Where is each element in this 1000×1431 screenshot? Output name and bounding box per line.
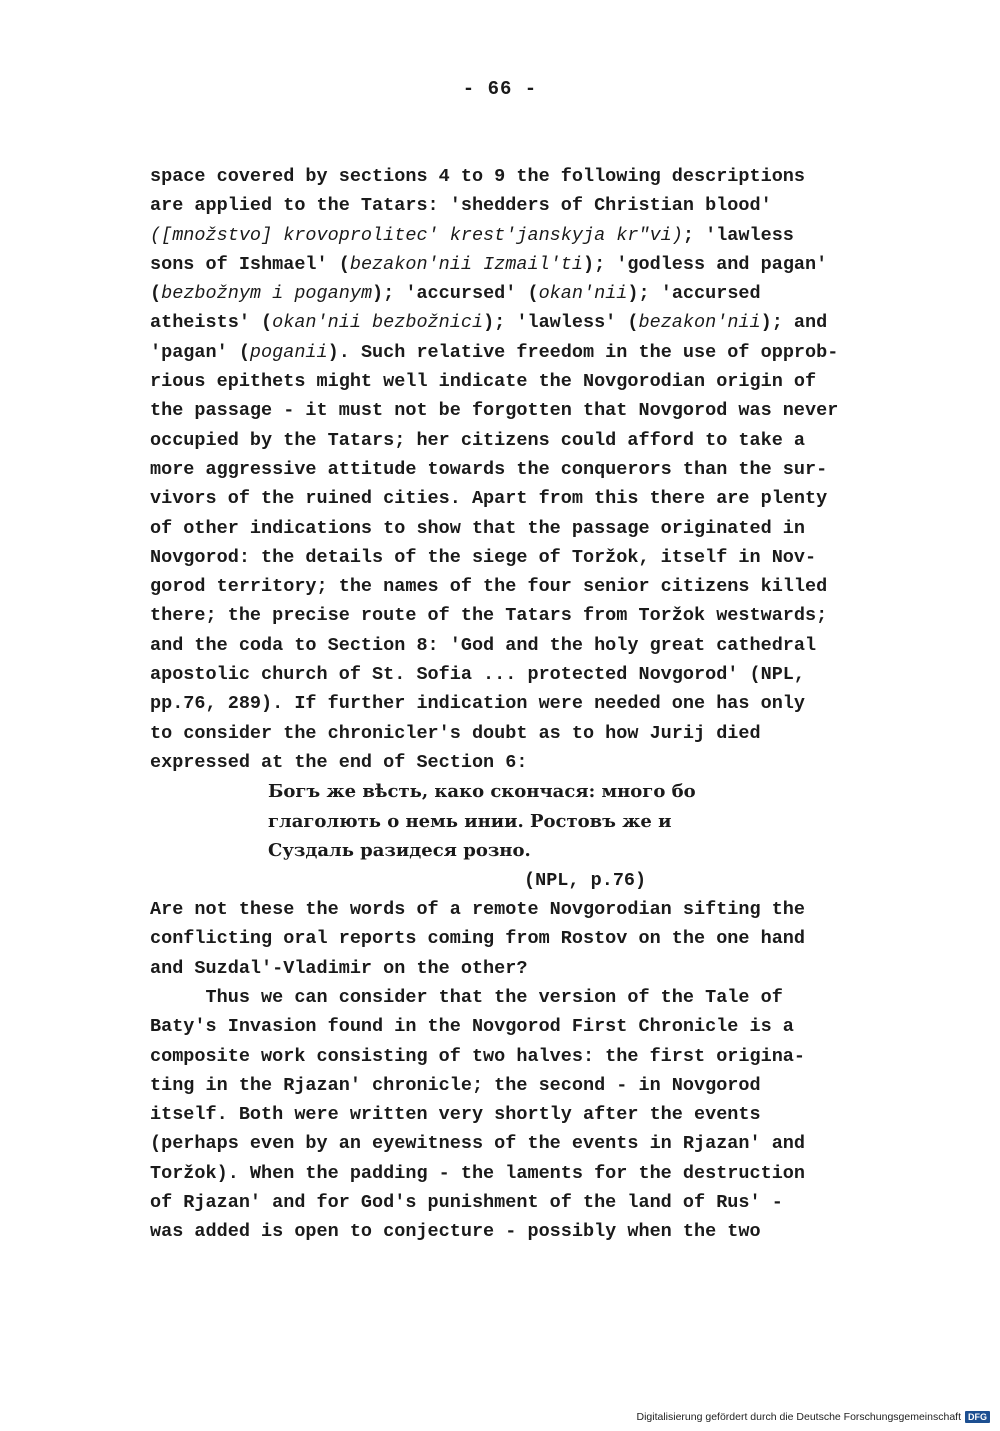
body-text xyxy=(150,162,890,1247)
text-line: vivors of the ruined cities. Apart from this there are plenty xyxy=(150,488,828,510)
text-line: apostolic church of St. Sofia ... protected Novgorod' (NPL, xyxy=(150,664,806,686)
text-line: there; the precise route of the Tatars from Toržok westwards; xyxy=(150,605,828,627)
cyrillic-quote xyxy=(150,777,890,866)
paragraph-1 xyxy=(150,162,890,777)
text-line: space covered by sections 4 to 9 the following descriptions xyxy=(150,166,806,187)
text-line: to consider the chronicler's doubt as to how Jurij died xyxy=(150,722,761,744)
text-line: of other indications to show that the passage originated in xyxy=(150,517,806,539)
footer xyxy=(636,1411,990,1423)
footer-text: Digitalisierung gefördert durch die Deutsche Forschungsgemeinschaft xyxy=(636,1411,961,1423)
text-segment: ); and xyxy=(760,312,828,334)
paragraph-2 xyxy=(150,895,890,983)
text-line: itself. Both were written very shortly after the events xyxy=(150,1104,761,1126)
text-line: (perhaps even by an eyewitness of the events in Rjazan' and xyxy=(150,1133,806,1155)
text-line: was added is open to conjecture - possibly when the two xyxy=(150,1221,761,1243)
text-segment: atheists' ( xyxy=(150,312,273,334)
transliteration: okan'nii xyxy=(538,283,628,305)
text-line: Toržok). When the padding - the laments for the destruction xyxy=(150,1162,806,1184)
text-line: and the coda to Section 8: 'God and the holy great cathedral xyxy=(150,634,817,656)
text-line: composite work consisting of two halves: the first origina- xyxy=(150,1045,806,1067)
text-line: pp.76, 289). If further indication were needed one has only xyxy=(150,693,806,715)
transliteration: bezakon'nii xyxy=(638,312,761,334)
transliteration: poganii xyxy=(249,341,328,363)
transliteration: bezbožnym i poganym xyxy=(161,283,373,305)
text-segment: 'pagan' ( xyxy=(150,341,250,363)
text-line: Thus we can consider that the version of the Tale of xyxy=(150,986,783,1008)
text-line: conflicting oral reports coming from Rostov on the one hand xyxy=(150,928,806,950)
text-segment: ); 'accursed xyxy=(627,283,761,305)
text-line: Novgorod: the details of the siege of Toržok, itself in Nov- xyxy=(150,546,817,568)
text-line xyxy=(150,221,890,250)
transliteration: bezakon'nii Izmail'ti xyxy=(349,253,583,275)
text-line: more aggressive attitude towards the conquerors than the sur- xyxy=(150,458,828,480)
text-segment: ); 'lawless' ( xyxy=(483,312,639,334)
text-line: are applied to the Tatars: 'shedders of Christian blood' xyxy=(150,195,772,217)
text-line: глаголють о немь инии. Ростовъ же и xyxy=(268,810,672,832)
text-line: Baty's Invasion found in the Novgorod First Chronicle is a xyxy=(150,1016,794,1038)
text-line xyxy=(150,279,890,308)
text-line: of Rjazan' and for God's punishment of the land of Rus' - xyxy=(150,1192,783,1213)
text-line: rious epithets might well indicate the Novgorodian origin of xyxy=(150,371,817,393)
quote-reference: (NPL, p.76) xyxy=(524,869,647,891)
text-line: ting in the Rjazan' chronicle; the second - in Novgorod xyxy=(150,1074,761,1096)
text-line xyxy=(150,308,890,337)
text-line xyxy=(150,250,890,279)
text-line: Are not these the words of a remote Novgorodian sifting the xyxy=(150,899,806,921)
text-line: Суздаль разидеся розно. xyxy=(268,840,531,862)
transliteration: okan'nii bezbožnici xyxy=(272,312,484,334)
paragraph-3 xyxy=(150,983,890,1247)
text-segment: ; 'lawless xyxy=(682,224,794,246)
text-segment: sons of Ishmael' ( xyxy=(150,253,350,275)
transliteration: ([množstvo] krovoprolitec' krest'janskyja kr"vi) xyxy=(150,224,683,246)
text-line: Богъ же вѣсть, како скончася: много бо xyxy=(268,781,696,803)
dfg-logo: DFG xyxy=(965,1411,990,1423)
text-segment: ). Such relative freedom in the use of opprob- xyxy=(327,341,839,363)
text-line: occupied by the Tatars; her citizens could afford to take a xyxy=(150,429,806,451)
text-segment: ); 'godless and pagan' xyxy=(582,253,828,275)
text-line xyxy=(150,338,890,367)
text-line: expressed at the end of Section 6: xyxy=(150,751,528,773)
text-segment: ( xyxy=(150,283,162,305)
text-line: the passage - it must not be forgotten that Novgorod was never xyxy=(150,400,839,422)
text-segment: ); 'accursed' ( xyxy=(372,283,539,305)
page-number: - 66 - xyxy=(462,78,538,100)
text-line: and Suzdal'-Vladimir on the other? xyxy=(150,957,528,979)
text-line: gorod territory; the names of the four senior citizens killed xyxy=(150,576,828,598)
